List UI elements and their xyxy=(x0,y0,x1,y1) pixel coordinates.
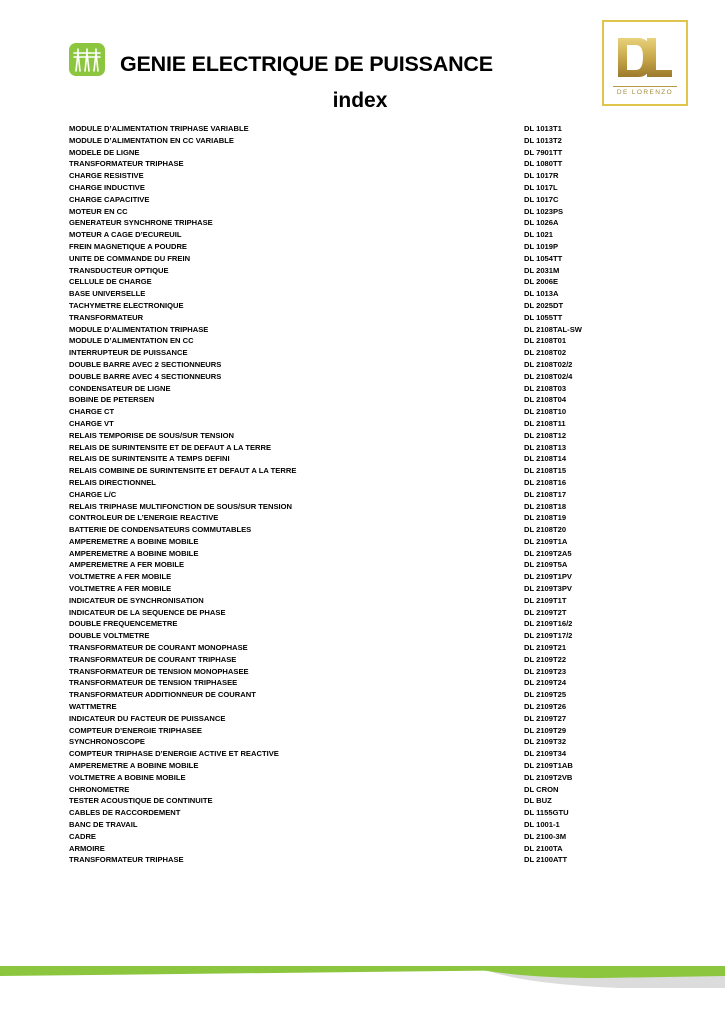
item-name: AMPEREMETRE A BOBINE MOBILE xyxy=(69,761,199,771)
de-lorenzo-logo xyxy=(602,20,688,106)
list-item xyxy=(69,135,609,147)
item-name: MODULE D’ALIMENTATION EN CC VARIABLE xyxy=(69,135,234,145)
item-name: DOUBLE BARRE AVEC 2 SECTIONNEURS xyxy=(69,359,222,369)
item-code: DL 2108T10 xyxy=(524,407,567,417)
item-code: DL 1023PS xyxy=(524,206,564,216)
item-code: DL 2108T19 xyxy=(524,513,567,523)
item-code: DL 2006E xyxy=(524,277,559,287)
list-item xyxy=(69,548,609,560)
item-name: BATTERIE DE CONDENSATEURS COMMUTABLES xyxy=(69,525,252,535)
list-item xyxy=(69,217,609,229)
item-code: DL CRON xyxy=(524,784,559,794)
footer-band xyxy=(0,966,725,1006)
item-code: DL 2108T01 xyxy=(524,336,567,346)
list-item xyxy=(69,725,609,737)
item-code: DL 1017R xyxy=(524,171,559,181)
list-item xyxy=(69,642,609,654)
list-item xyxy=(69,477,609,489)
item-name: CONTROLEUR DE L’ENERGIE REACTIVE xyxy=(69,513,219,523)
list-item xyxy=(69,571,609,583)
item-name: TRANSDUCTEUR OPTIQUE xyxy=(69,265,169,275)
item-code: DL 2108T12 xyxy=(524,430,567,440)
list-item xyxy=(69,689,609,701)
item-code: DL 2108T18 xyxy=(524,501,567,511)
item-code: DL 2108TAL-SW xyxy=(524,324,582,334)
list-item xyxy=(69,241,609,253)
item-name: MOTEUR A CAGE D’ECUREUIL xyxy=(69,230,182,240)
page-subtitle: index xyxy=(332,89,388,112)
item-code: DL 1013T1 xyxy=(524,124,562,133)
list-item xyxy=(69,524,609,536)
item-code: DL 2108T15 xyxy=(524,466,567,476)
logo-divider xyxy=(613,86,677,87)
item-name: UNITE DE COMMANDE DU FREIN xyxy=(69,253,191,263)
list-item xyxy=(69,394,609,406)
item-name: RELAIS DE SURINTENSITE ET DE DEFAUT A LA TERRE xyxy=(69,442,272,452)
item-code: DL BUZ xyxy=(524,796,552,806)
item-code: DL 2108T02/4 xyxy=(524,371,573,381)
item-name: RELAIS TRIPHASE MULTIFONCTION DE SOUS/SUR TENSION xyxy=(69,501,293,511)
item-name: CHARGE INDUCTIVE xyxy=(69,182,145,192)
item-code: DL 2108T02 xyxy=(524,348,567,358)
item-name: SYNCHRONOSCOPE xyxy=(69,737,145,747)
list-item xyxy=(69,371,609,383)
item-name: TRANSFORMATEUR TRIPHASE xyxy=(69,159,184,169)
item-code: DL 1013A xyxy=(524,289,559,299)
item-code: DL 2100-3M xyxy=(524,831,567,841)
item-name: DOUBLE VOLTMETRE xyxy=(69,631,150,641)
item-code: DL 2109T16/2 xyxy=(524,619,573,629)
item-name: TRANSFORMATEUR DE TENSION MONOPHASEE xyxy=(69,666,249,676)
item-name: COMPTEUR D’ENERGIE TRIPHASEE xyxy=(69,725,202,735)
item-name: TRANSFORMATEUR TRIPHASE xyxy=(69,855,184,865)
list-item xyxy=(69,383,609,395)
item-code: DL 2100TA xyxy=(524,843,563,853)
item-code: DL 1017L xyxy=(524,182,558,192)
list-item xyxy=(69,512,609,524)
item-code: DL 2108T17 xyxy=(524,489,567,499)
item-name: CHARGE CAPACITIVE xyxy=(69,194,150,204)
item-code: DL 2109T23 xyxy=(524,666,567,676)
item-name: TACHYMETRE ELECTRONIQUE xyxy=(69,300,184,310)
plant-icon xyxy=(69,43,105,76)
item-code: DL 2109T1A xyxy=(524,536,568,546)
list-item xyxy=(69,831,609,843)
item-name: VOLTMETRE A BOBINE MOBILE xyxy=(69,772,186,782)
item-code: DL 1001-1 xyxy=(524,820,560,830)
item-code: DL 2025DT xyxy=(524,300,564,310)
list-item xyxy=(69,819,609,831)
item-code: DL 2108T13 xyxy=(524,442,567,452)
item-code: DL 2108T16 xyxy=(524,477,567,487)
list-item xyxy=(69,618,609,630)
item-name: INDICATEUR DE SYNCHRONISATION xyxy=(69,595,204,605)
item-code: DL 2108T14 xyxy=(524,454,567,464)
item-code: DL 2109T3PV xyxy=(524,584,572,594)
item-code: DL 2109T26 xyxy=(524,702,567,712)
list-item xyxy=(69,666,609,678)
item-name: AMPEREMETRE A FER MOBILE xyxy=(69,560,185,570)
item-code: DL 2109T2A5 xyxy=(524,548,572,558)
item-name: MODULE D’ALIMENTATION TRIPHASE VARIABLE xyxy=(69,124,249,133)
item-code: DL 2108T04 xyxy=(524,395,567,405)
list-item xyxy=(69,418,609,430)
item-name: INDICATEUR DE LA SEQUENCE DE PHASE xyxy=(69,607,226,617)
list-item xyxy=(69,784,609,796)
item-name: FREIN MAGNETIQUE A POUDRE xyxy=(69,241,187,251)
item-code: DL 2109T2VB xyxy=(524,772,573,782)
list-item xyxy=(69,335,609,347)
list-item xyxy=(69,276,609,288)
page-title: GENIE ELECTRIQUE DE PUISSANCE xyxy=(120,52,493,76)
item-name: TRANSFORMATEUR ADDITIONNEUR DE COURANT xyxy=(69,690,256,700)
list-item xyxy=(69,265,609,277)
item-code: DL 1080TT xyxy=(524,159,563,169)
item-code: DL 1026A xyxy=(524,218,559,228)
list-item xyxy=(69,324,609,336)
item-code: DL 1055TT xyxy=(524,312,563,322)
item-name: WATTMETRE xyxy=(69,702,117,712)
item-code: DL 2109T1AB xyxy=(524,761,573,771)
list-item xyxy=(69,713,609,725)
item-code: DL 2109T22 xyxy=(524,654,567,664)
item-code: DL 1013T2 xyxy=(524,135,562,145)
list-item xyxy=(69,559,609,571)
item-name: TESTER ACOUSTIQUE DE CONTINUITE xyxy=(69,796,213,806)
item-name: TRANSFORMATEUR DE COURANT TRIPHASE xyxy=(69,654,237,664)
item-name: MODELE DE LIGNE xyxy=(69,147,140,157)
item-name: CABLES DE RACCORDEMENT xyxy=(69,808,181,818)
list-item xyxy=(69,843,609,855)
list-item xyxy=(69,465,609,477)
item-name: CHARGE RESISTIVE xyxy=(69,171,144,181)
item-name: CHARGE VT xyxy=(69,418,114,428)
item-name: RELAIS TEMPORISE DE SOUS/SUR TENSION xyxy=(69,430,234,440)
list-item xyxy=(69,442,609,454)
item-name: TRANSFORMATEUR DE COURANT MONOPHASE xyxy=(69,643,248,653)
item-name: MODULE D’ALIMENTATION TRIPHASE xyxy=(69,324,209,334)
list-item xyxy=(69,536,609,548)
list-item xyxy=(69,359,609,371)
item-code: DL 2109T1T xyxy=(524,595,567,605)
item-name: CHARGE CT xyxy=(69,407,115,417)
item-name: CHRONOMETRE xyxy=(69,784,130,794)
item-name: RELAIS DIRECTIONNEL xyxy=(69,477,156,487)
list-item xyxy=(69,595,609,607)
list-item xyxy=(69,430,609,442)
item-code: DL 2109T5A xyxy=(524,560,568,570)
item-name: VOLTMETRE A FER MOBILE xyxy=(69,584,172,594)
list-item xyxy=(69,300,609,312)
item-code: DL 2109T34 xyxy=(524,749,567,759)
item-code: DL 2108T03 xyxy=(524,383,567,393)
item-name: CADRE xyxy=(69,831,97,841)
item-name: INTERRUPTEUR DE PUISSANCE xyxy=(69,348,188,358)
list-item xyxy=(69,854,609,866)
list-item xyxy=(69,489,609,501)
item-name: VOLTMETRE A FER MOBILE xyxy=(69,572,172,582)
list-item xyxy=(69,607,609,619)
item-name: DOUBLE BARRE AVEC 4 SECTIONNEURS xyxy=(69,371,222,381)
item-name: AMPEREMETRE A BOBINE MOBILE xyxy=(69,536,199,546)
item-code: DL 1019P xyxy=(524,241,559,251)
item-name: DOUBLE FREQUENCEMETRE xyxy=(69,619,178,629)
list-item xyxy=(69,677,609,689)
item-name: INDICATEUR DU FACTEUR DE PUISSANCE xyxy=(69,713,226,723)
list-item xyxy=(69,253,609,265)
item-code: DL 2108T02/2 xyxy=(524,359,573,369)
logo-text: DE LORENZO xyxy=(616,89,674,96)
item-name: RELAIS COMBINE DE SURINTENSITE ET DEFAUT A LA TERRE xyxy=(69,466,297,476)
list-item xyxy=(69,748,609,760)
item-name: MOTEUR EN CC xyxy=(69,206,128,216)
item-code: DL 7901TT xyxy=(524,147,563,157)
item-name: ARMOIRE xyxy=(69,843,105,853)
item-name: BANC DE TRAVAIL xyxy=(69,820,138,830)
item-code: DL 1021 xyxy=(524,230,553,240)
item-name: RELAIS DE SURINTENSITE A TEMPS DEFINI xyxy=(69,454,230,464)
list-item xyxy=(69,453,609,465)
item-name: BOBINE DE PETERSEN xyxy=(69,395,155,405)
item-code: DL 2109T21 xyxy=(524,643,567,653)
item-code: DL 2031M xyxy=(524,265,560,275)
item-code: DL 1155GTU xyxy=(524,808,569,818)
item-code: DL 2108T11 xyxy=(524,418,566,428)
item-code: DL 2109T17/2 xyxy=(524,631,573,641)
list-item xyxy=(69,701,609,713)
index-list xyxy=(69,123,609,866)
list-item xyxy=(69,288,609,300)
list-item xyxy=(69,406,609,418)
item-code: DL 2108T20 xyxy=(524,525,567,535)
list-item xyxy=(69,501,609,513)
list-item xyxy=(69,736,609,748)
item-name: CELLULE DE CHARGE xyxy=(69,277,152,287)
list-item xyxy=(69,772,609,784)
list-item xyxy=(69,312,609,324)
item-name: CHARGE L/C xyxy=(69,489,117,499)
item-name: MODULE D’ALIMENTATION EN CC xyxy=(69,336,194,346)
list-item xyxy=(69,194,609,206)
item-code: DL 2109T29 xyxy=(524,725,567,735)
item-code: DL 2109T24 xyxy=(524,678,567,688)
item-code: DL 2109T25 xyxy=(524,690,567,700)
list-item xyxy=(69,123,609,135)
item-code: DL 2100ATT xyxy=(524,855,568,865)
item-name: TRANSFORMATEUR DE TENSION TRIPHASEE xyxy=(69,678,238,688)
list-item xyxy=(69,158,609,170)
item-name: GENERATEUR SYNCHRONE TRIPHASE xyxy=(69,218,213,228)
item-name: AMPEREMETRE A BOBINE MOBILE xyxy=(69,548,199,558)
item-code: DL 1017C xyxy=(524,194,559,204)
item-name: TRANSFORMATEUR xyxy=(69,312,144,322)
list-item xyxy=(69,760,609,772)
list-item xyxy=(69,170,609,182)
list-item xyxy=(69,229,609,241)
list-item xyxy=(69,583,609,595)
list-item xyxy=(69,347,609,359)
list-item xyxy=(69,654,609,666)
list-item xyxy=(69,182,609,194)
list-item xyxy=(69,206,609,218)
item-name: BASE UNIVERSELLE xyxy=(69,289,146,299)
item-code: DL 2109T1PV xyxy=(524,572,572,582)
list-item xyxy=(69,795,609,807)
item-code: DL 2109T32 xyxy=(524,737,567,747)
item-name: CONDENSATEUR DE LIGNE xyxy=(69,383,171,393)
item-code: DL 2109T2T xyxy=(524,607,567,617)
list-item xyxy=(69,147,609,159)
list-item xyxy=(69,630,609,642)
item-code: DL 2109T27 xyxy=(524,713,567,723)
item-code: DL 1054TT xyxy=(524,253,563,263)
item-name: COMPTEUR TRIPHASE D’ENERGIE ACTIVE ET REACTIVE xyxy=(69,749,279,759)
list-item xyxy=(69,807,609,819)
